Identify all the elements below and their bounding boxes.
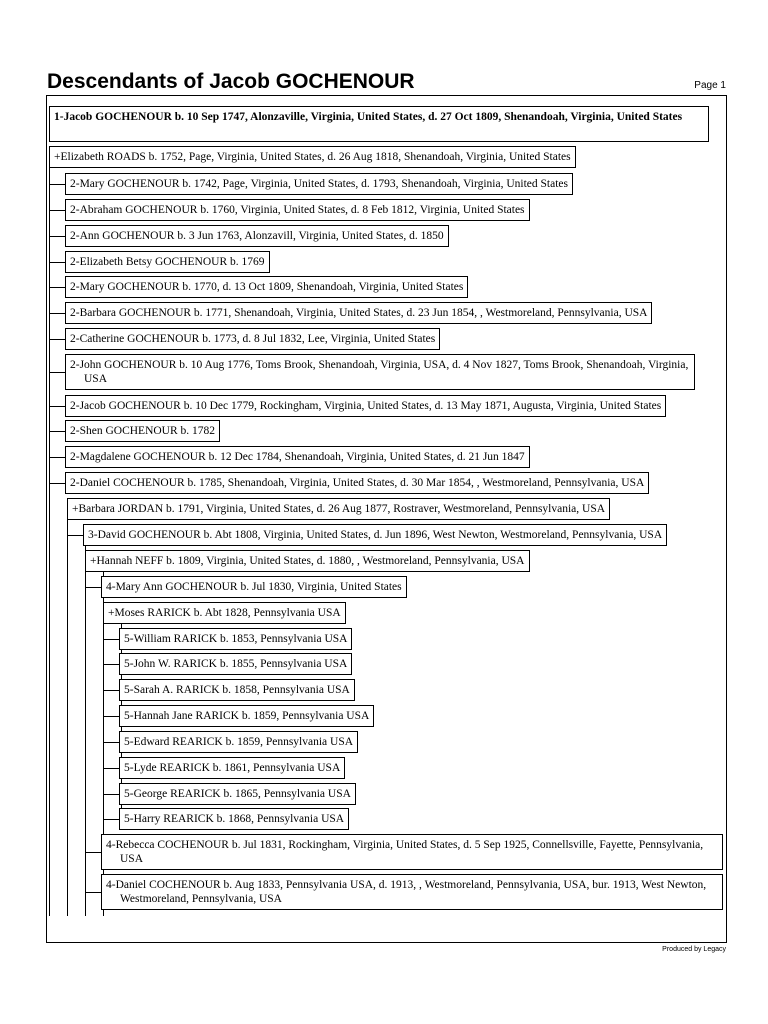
tree-line-level3 bbox=[67, 517, 68, 916]
descendant-entry: 2-Daniel COCHENOUR b. 1785, Shenandoah, Virginia, United States, d. 30 Mar 1854, , Westmoreland, Pennsylvania, USA bbox=[65, 472, 649, 494]
tree-branch bbox=[103, 768, 119, 769]
descendant-entry: 3-David GOCHENOUR b. Abt 1808, Virginia, United States, d. Jun 1896, West Newton, Westmoreland, Pennsylvania, USA bbox=[83, 524, 667, 546]
descendant-entry: 2-Mary GOCHENOUR b. 1770, d. 13 Oct 1809, Shenandoah, Virginia, United States bbox=[65, 276, 468, 298]
descendant-entry: 5-William RARICK b. 1853, Pennsylvania USA bbox=[119, 628, 352, 650]
tree-branch bbox=[49, 431, 65, 432]
descendant-entry: 2-Abraham GOCHENOUR b. 1760, Virginia, United States, d. 8 Feb 1812, Virginia, United States bbox=[65, 199, 530, 221]
descendant-entry: 5-Lyde REARICK b. 1861, Pennsylvania USA bbox=[119, 757, 345, 779]
tree-branch bbox=[85, 587, 101, 588]
descendant-entry: 5-Hannah Jane RARICK b. 1859, Pennsylvania USA bbox=[119, 705, 374, 727]
descendant-entry: 2-Ann GOCHENOUR b. 3 Jun 1763, Alonzavill, Virginia, United States, d. 1850 bbox=[65, 225, 449, 247]
descendant-entry: 1-Jacob GOCHENOUR b. 10 Sep 1747, Alonzaville, Virginia, United States, d. 27 Oct 1809, Shenandoah, Virginia, United States bbox=[49, 106, 709, 142]
spouse-entry: +Moses RARICK b. Abt 1828, Pennsylvania USA bbox=[103, 602, 346, 624]
descendant-entry: 2-Magdalene GOCHENOUR b. 12 Dec 1784, Shenandoah, Virginia, United States, d. 21 Jun 1847 bbox=[65, 446, 530, 468]
descendant-entry: 5-George REARICK b. 1865, Pennsylvania USA bbox=[119, 783, 356, 805]
tree-branch bbox=[49, 210, 65, 211]
descendant-entry: 5-John W. RARICK b. 1855, Pennsylvania USA bbox=[119, 653, 352, 675]
tree-branch bbox=[49, 372, 65, 373]
descendant-entry: 2-John GOCHENOUR b. 10 Aug 1776, Toms Brook, Shenandoah, Virginia, USA, d. 4 Nov 1827, Toms Brook, Shenandoah, Virginia, USA bbox=[65, 354, 695, 390]
descendant-entry: 4-Daniel COCHENOUR b. Aug 1833, Pennsylvania USA, d. 1913, , Westmoreland, Pennsylvania, USA, bur. 1913, West Newton, Westmoreland, Pennsylvania, USA bbox=[101, 874, 723, 910]
footer-produced-by: Produced by Legacy bbox=[662, 946, 726, 953]
descendant-entry: 2-Shen GOCHENOUR b. 1782 bbox=[65, 420, 220, 442]
spouse-entry: +Elizabeth ROADS b. 1752, Page, Virginia, United States, d. 26 Aug 1818, Shenandoah, Virginia, United States bbox=[49, 146, 576, 168]
descendant-entry: 5-Harry REARICK b. 1868, Pennsylvania USA bbox=[119, 808, 349, 830]
tree-branch bbox=[49, 483, 65, 484]
tree-line-level4 bbox=[85, 544, 86, 916]
descendant-entry: 5-Sarah A. RARICK b. 1858, Pennsylvania USA bbox=[119, 679, 355, 701]
tree-branch bbox=[103, 690, 119, 691]
tree-branch bbox=[49, 262, 65, 263]
tree-branch bbox=[49, 339, 65, 340]
tree-branch bbox=[67, 535, 83, 536]
tree-branch bbox=[49, 236, 65, 237]
tree-branch bbox=[103, 742, 119, 743]
descendant-entry: 2-Catherine GOCHENOUR b. 1773, d. 8 Jul 1832, Lee, Virginia, United States bbox=[65, 328, 440, 350]
tree-branch bbox=[49, 457, 65, 458]
descendant-entry: 4-Mary Ann GOCHENOUR b. Jul 1830, Virginia, United States bbox=[101, 576, 407, 598]
spouse-entry: +Barbara JORDAN b. 1791, Virginia, United States, d. 26 Aug 1877, Rostraver, Westmoreland, Pennsylvania, USA bbox=[67, 498, 610, 520]
tree-branch bbox=[49, 406, 65, 407]
tree-branch bbox=[103, 794, 119, 795]
tree-branch bbox=[103, 819, 119, 820]
descendant-entry: 2-Barbara GOCHENOUR b. 1771, Shenandoah, Virginia, United States, d. 23 Jun 1854, , Westmoreland, Pennsylvania, USA bbox=[65, 302, 652, 324]
descendant-entry: 2-Elizabeth Betsy GOCHENOUR b. 1769 bbox=[65, 251, 270, 273]
tree-branch bbox=[103, 664, 119, 665]
tree-branch bbox=[49, 184, 65, 185]
tree-branch bbox=[103, 639, 119, 640]
report-title: Descendants of Jacob GOCHENOUR bbox=[47, 70, 415, 93]
tree-branch bbox=[49, 313, 65, 314]
descendant-entry: 2-Mary GOCHENOUR b. 1742, Page, Virginia, United States, d. 1793, Shenandoah, Virginia, United States bbox=[65, 173, 573, 195]
tree-branch bbox=[85, 892, 101, 893]
descendant-entry: 5-Edward REARICK b. 1859, Pennsylvania USA bbox=[119, 731, 358, 753]
tree-line-level2 bbox=[49, 167, 50, 916]
tree-line-level5 bbox=[103, 623, 104, 831]
tree-branch bbox=[49, 287, 65, 288]
descendant-entry: 2-Jacob GOCHENOUR b. 10 Dec 1779, Rockingham, Virginia, United States, d. 13 May 1871, Augusta, Virginia, United States bbox=[65, 395, 666, 417]
page-number: Page 1 bbox=[694, 80, 726, 91]
spouse-entry: +Hannah NEFF b. 1809, Virginia, United States, d. 1880, , Westmoreland, Pennsylvania, USA bbox=[85, 550, 530, 572]
tree-branch bbox=[85, 852, 101, 853]
tree-branch bbox=[103, 716, 119, 717]
descendant-entry: 4-Rebecca COCHENOUR b. Jul 1831, Rockingham, Virginia, United States, d. 5 Sep 1925, Connellsville, Fayette, Pennsylvania, USA bbox=[101, 834, 723, 870]
